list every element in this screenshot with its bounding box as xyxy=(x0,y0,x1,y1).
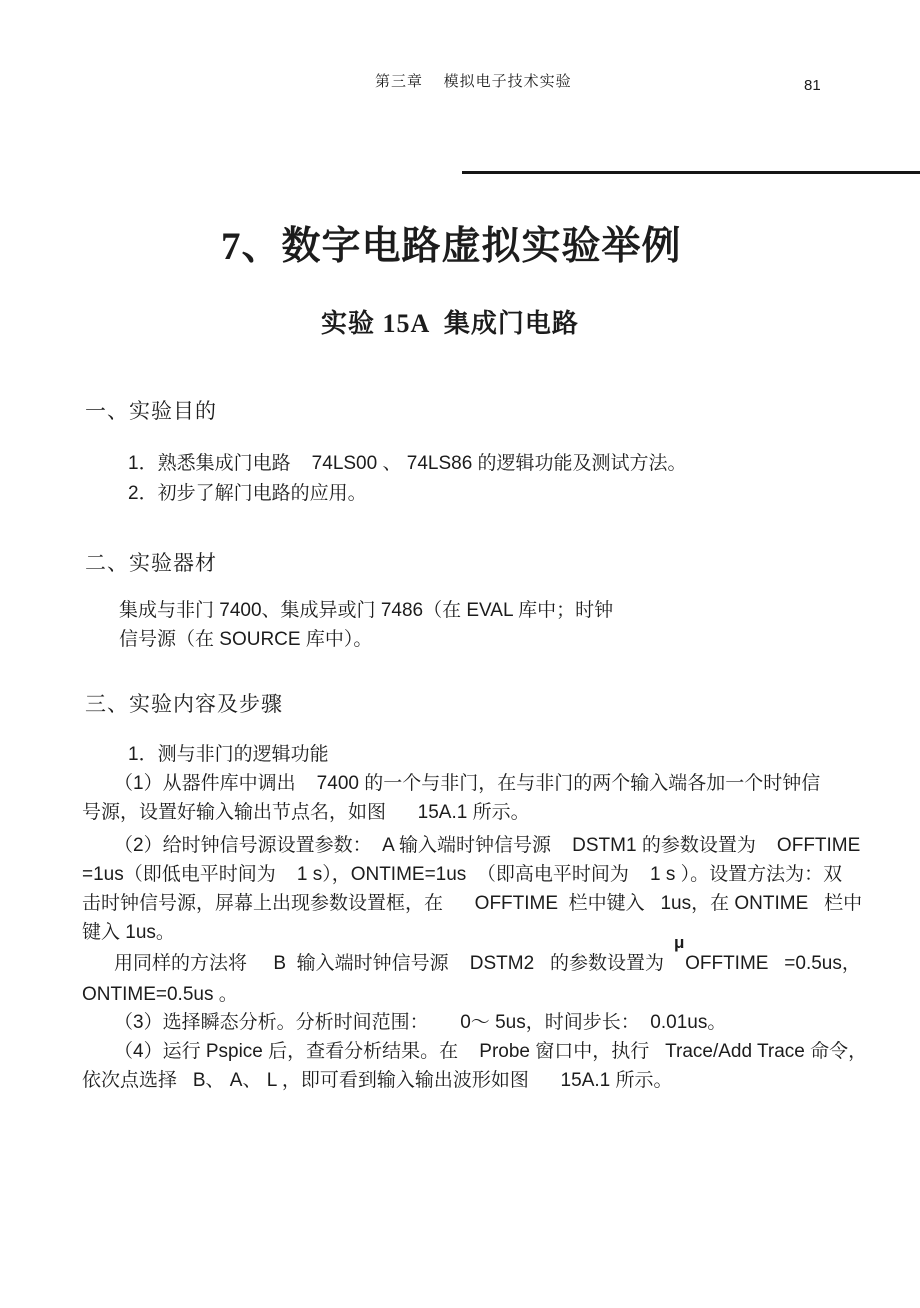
procedure-line: =1us（即低电平时间为 1 s），ONTIME=1us （即高电平时间为 1 s ）。设置方法为：双 xyxy=(82,864,843,885)
procedure-line: （3）选择瞬态分析。分析时间范围： 0～ 5us，时间步长： 0.01us。 xyxy=(114,1012,727,1033)
page-number: 81 xyxy=(804,77,821,94)
procedure-line: （1）从器件库中调出 7400 的一个与非门，在与非门的两个输入端各加一个时钟信 xyxy=(114,773,821,794)
procedure-line: 号源，设置好输入输出节点名，如图 15A.1 所示。 xyxy=(82,802,530,823)
procedure-line: 击时钟信号源，屏幕上出现参数设置框，在 OFFTIME 栏中键入 1us，在 ONTIME 栏中 xyxy=(82,893,863,914)
procedure-line: （2）给时钟信号源设置参数： A 输入端时钟信号源 DSTM1 的参数设置为 OFFTIME xyxy=(114,835,861,856)
purpose-item: 2．初步了解门电路的应用。 xyxy=(128,483,367,504)
purpose-item: 1．熟悉集成门电路 74LS00 、 74LS86 的逻辑功能及测试方法。 xyxy=(128,453,687,474)
section-materials-heading: 二、实验器材 xyxy=(85,551,217,575)
experiment-subtitle: 实验 15A 集成门电路 xyxy=(321,309,579,338)
page-title: 7、数字电路虚拟实验举例 xyxy=(221,225,682,268)
procedure-line: 用同样的方法将 B 输入端时钟信号源 DSTM2 的参数设置为 OFFTIME =0.5us， xyxy=(114,953,861,974)
procedure-step-heading: 1．测与非门的逻辑功能 xyxy=(128,744,329,765)
mu-symbol: μ xyxy=(674,933,685,952)
materials-line: 信号源（在 SOURCE 库中）。 xyxy=(119,629,373,650)
materials-line: 集成与非门 7400、集成异或门 7486（在 EVAL 库中；时钟 xyxy=(119,600,614,621)
procedure-line: 键入 1us。 xyxy=(82,922,175,943)
procedure-line: （4）运行 Pspice 后，查看分析结果。在 Probe 窗口中，执行 Trace/Add Trace 命令， xyxy=(114,1041,868,1062)
header-rule xyxy=(462,171,920,174)
header-chapter-title: 第三章 模拟电子技术实验 xyxy=(375,73,572,90)
section-purpose-heading: 一、实验目的 xyxy=(85,399,217,423)
section-procedure-heading: 三、实验内容及步骤 xyxy=(85,692,283,716)
procedure-line: ONTIME=0.5us 。 xyxy=(82,984,238,1005)
procedure-line: 依次点选择 B、 A、 L ，即可看到输入输出波形如图 15A.1 所示。 xyxy=(82,1070,673,1091)
